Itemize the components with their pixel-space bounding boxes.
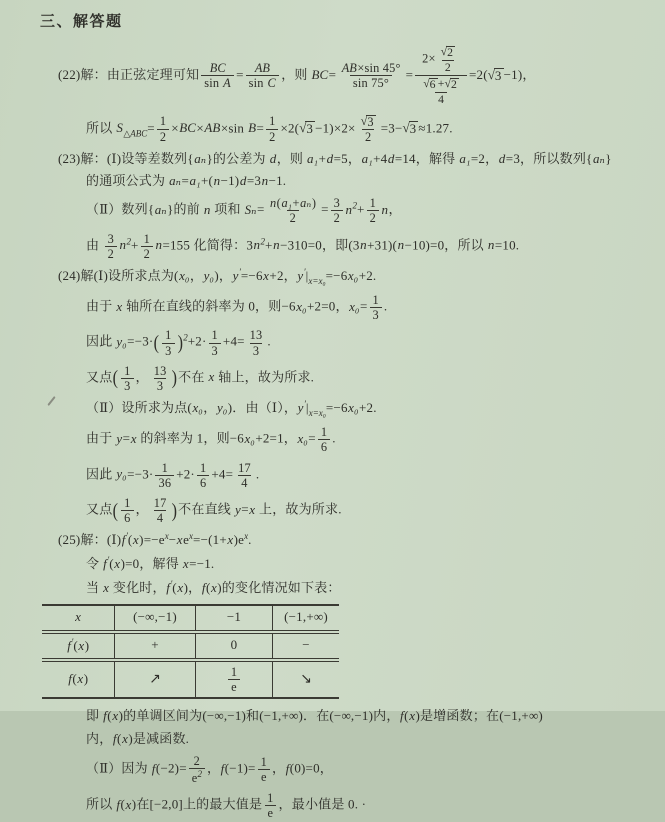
table-row — [42, 660, 339, 698]
fraction: $\frac{1}{2}$ — [266, 114, 278, 143]
sqrt-expression: √ 3 — [487, 66, 502, 83]
math-line: 因此 y₀=−3·( $\frac{1}{3}$ )$^2$+2· $\frac{1}{3}$ +4= $\frac{13}{3}$ . — [86, 328, 271, 358]
table-cell: x — [75, 609, 81, 625]
math-line: 内，f(x)是减函数. — [86, 731, 190, 747]
math-line: （Ⅱ）数列{aₙ}的前 n 项和 Sₙ= $\frac{\text{n(a₁+aₙ)}}{2}$ = $\frac{3}{2}$ $n^2+$ $\frac{1}{2}$ n， — [86, 196, 402, 226]
math-line: 所以 f(x)在[−2,0]上的最大值是 $\frac{1}{e}$ ，最小值是 0. · — [86, 791, 367, 821]
table-row — [42, 632, 339, 660]
table-cell — [115, 660, 196, 698]
math-line: （Ⅱ）设所求为点(x₀，y₀)．由（Ⅰ），$y'|_{x=x_0}=-6x_0+2$. — [86, 399, 377, 419]
math-line: 即 f(x)的单调区间为(−∞,−1)和(−1,+∞)．在(−∞,−1)内，f(x)是增函数；在(−1,+∞) — [86, 708, 543, 724]
table-cell: −1 — [196, 605, 273, 632]
table-cell: − — [273, 632, 340, 660]
sqrt-expression: √ 3 — [360, 113, 374, 129]
sqrt-expression: √ 6 — [423, 77, 436, 92]
math-line: 又点( $\frac{1}{3}$ ， $\frac{13}{3}$ )不在 x 轴上，故为所求. — [86, 363, 315, 393]
fraction: $\frac{17}{4}$ — [238, 460, 251, 490]
math-line: 因此 y₀=−3· $\frac{1}{36}$ +2· $\frac{1}{6}$ +4= $\frac{17}{4}$ . — [86, 460, 260, 490]
fraction: $\frac{1}{e}$ — [258, 755, 270, 784]
fraction: $\frac{1}{2}$ — [157, 114, 169, 143]
fraction: $\frac{1}{3}$ — [162, 328, 174, 357]
math-line: 又点( $\frac{1}{6}$ ， $\frac{17}{4}$ )不在直线 y=x 上，故为所求. — [86, 495, 342, 526]
math-line: 当 x 变化时，f′(x)，f(x)的变化情况如下表： — [86, 579, 341, 596]
table-cell: + — [115, 632, 196, 660]
math-line: 的通项公式为 aₙ=a₁+(n−1)d=3n−1. — [86, 173, 287, 189]
table-cell — [273, 660, 340, 698]
decrease-arrow-icon: ↘ — [300, 671, 312, 688]
math-line: 由于 x 轴所在直线的斜率为 0，则−6x₀+2=0，x₀= $\frac{1}{3}$ . — [86, 293, 388, 323]
fraction: $\frac{1}{e}$ — [264, 791, 276, 820]
fraction: $\frac{BC}{\text{sin A}}$ — [201, 61, 234, 90]
math-line: (25)解：$(Ⅰ)f'(x)=-e^x-xe^x=-(1+x)e^x$. — [58, 531, 252, 548]
fraction: $\frac{13}{3}$ — [153, 363, 167, 393]
math-line: (24)解(Ⅰ)设所求点为(x₀，y₀)，y′=−6x+2，$y'|_{x=x_0}=-6x_0+2$. — [58, 266, 377, 286]
math-line: 所以 $S_{\triangle ABC}=$ $\frac{1}{2}$ ×BC×AB×sin B= $\frac{1}{2}$ ×2( √ 3 −1)×2× √ 3 2 =3− √ 3 ≈1.27. — [86, 113, 453, 145]
fraction: 2× √ 2 2 √ 6 + √ 2 4 — [415, 44, 467, 108]
fraction: $\frac{3}{2}$ — [331, 196, 343, 225]
table-cell: (−∞,−1) — [115, 605, 196, 632]
math-line: 令 f′(x)=0，解得 x=−1. — [86, 555, 215, 572]
fraction: $\frac{13}{3}$ — [249, 328, 263, 358]
math-line: (22)解：由正弦定理可知 $\frac{BC}{\text{sin A}}$ = $\frac{AB}{\text{sin C}}$ ，则 BC= $\frac{AB\times\sin 45^\circ}{\sin 75^\circ}$ = 2× √ 2 2 √ 6 + √ 2 4 =2( √ 3 −1)， — [58, 45, 536, 107]
fraction: $\frac{1}{3}$ — [121, 364, 133, 393]
sqrt-expression: √ 2 — [444, 77, 458, 92]
fraction: √ 2 2 — [440, 45, 454, 74]
fraction: $\frac{1}{6}$ — [121, 496, 133, 525]
increase-arrow-icon: ↗ — [149, 671, 161, 688]
math-line: (23)解：(Ⅰ)设等差数列{aₙ}的公差为 d，则 a₁+d=5，a₁+4d=14，解得 a₁=2，d=3，所以数列{aₙ} — [58, 150, 612, 166]
variation-table — [42, 604, 339, 699]
fraction: √ 3 2 — [360, 113, 374, 145]
fraction: $\frac{1}{e}$ — [228, 665, 240, 694]
sqrt-expression: √ 3 — [299, 120, 314, 137]
fraction: $\frac{AB\times\sin 45^\circ}{\sin 75^\circ}$ — [341, 61, 401, 91]
math-line: （Ⅱ）因为 f(−2)= $\frac{2}{e^2}$ ，f(−1)= $\frac{1}{e}$ ，f(0)=0， — [86, 753, 333, 786]
fraction: $\frac{\text{n(a₁+aₙ)}}{2}$ — [270, 196, 317, 226]
fraction: $\frac{1}{3}$ — [370, 293, 382, 322]
fraction: $\frac{3}{2}$ — [105, 232, 117, 261]
solutions-content — [40, 43, 659, 822]
table-cell — [196, 660, 273, 698]
fraction: $\frac{AB}{\text{sin C}}$ — [246, 61, 280, 90]
section-heading: 三、解答题 — [40, 14, 123, 30]
math-line: 由 $\frac{3}{2}$ $n^2+$ $\frac{1}{2}$ n=155 化简得：$3n^2+n-310=0$，即(3n+31)(n−10)=0，所以 n=10. — [86, 231, 520, 261]
fraction: √ 6 + √ 2 4 — [423, 77, 458, 107]
math-line: 由于 y=x 的斜率为 1，则−6x₀+2=1，x₀= $\frac{1}{6}$ . — [86, 425, 336, 455]
table-row — [42, 605, 339, 632]
fraction: $\frac{17}{4}$ — [153, 495, 167, 526]
sqrt-expression: √ 3 — [402, 120, 417, 137]
table-cell: 0 — [196, 632, 273, 660]
fraction: $\frac{1}{2}$ — [141, 232, 153, 261]
table-cell: (−1,+∞) — [273, 605, 340, 632]
fraction: $\frac{1}{6}$ — [197, 461, 209, 490]
table-cell: f(x) — [42, 660, 115, 698]
sqrt-expression: √ 2 — [440, 45, 454, 59]
fraction: $\frac{1}{2}$ — [367, 196, 379, 225]
fraction: $\frac{1}{36}$ — [155, 461, 174, 490]
fraction: $\frac{1}{6}$ — [318, 425, 330, 454]
table-cell: f′(x) — [42, 632, 115, 660]
fraction: $\frac{1}{3}$ — [209, 328, 221, 357]
fraction: $\frac{2}{e^2}$ — [189, 754, 205, 785]
